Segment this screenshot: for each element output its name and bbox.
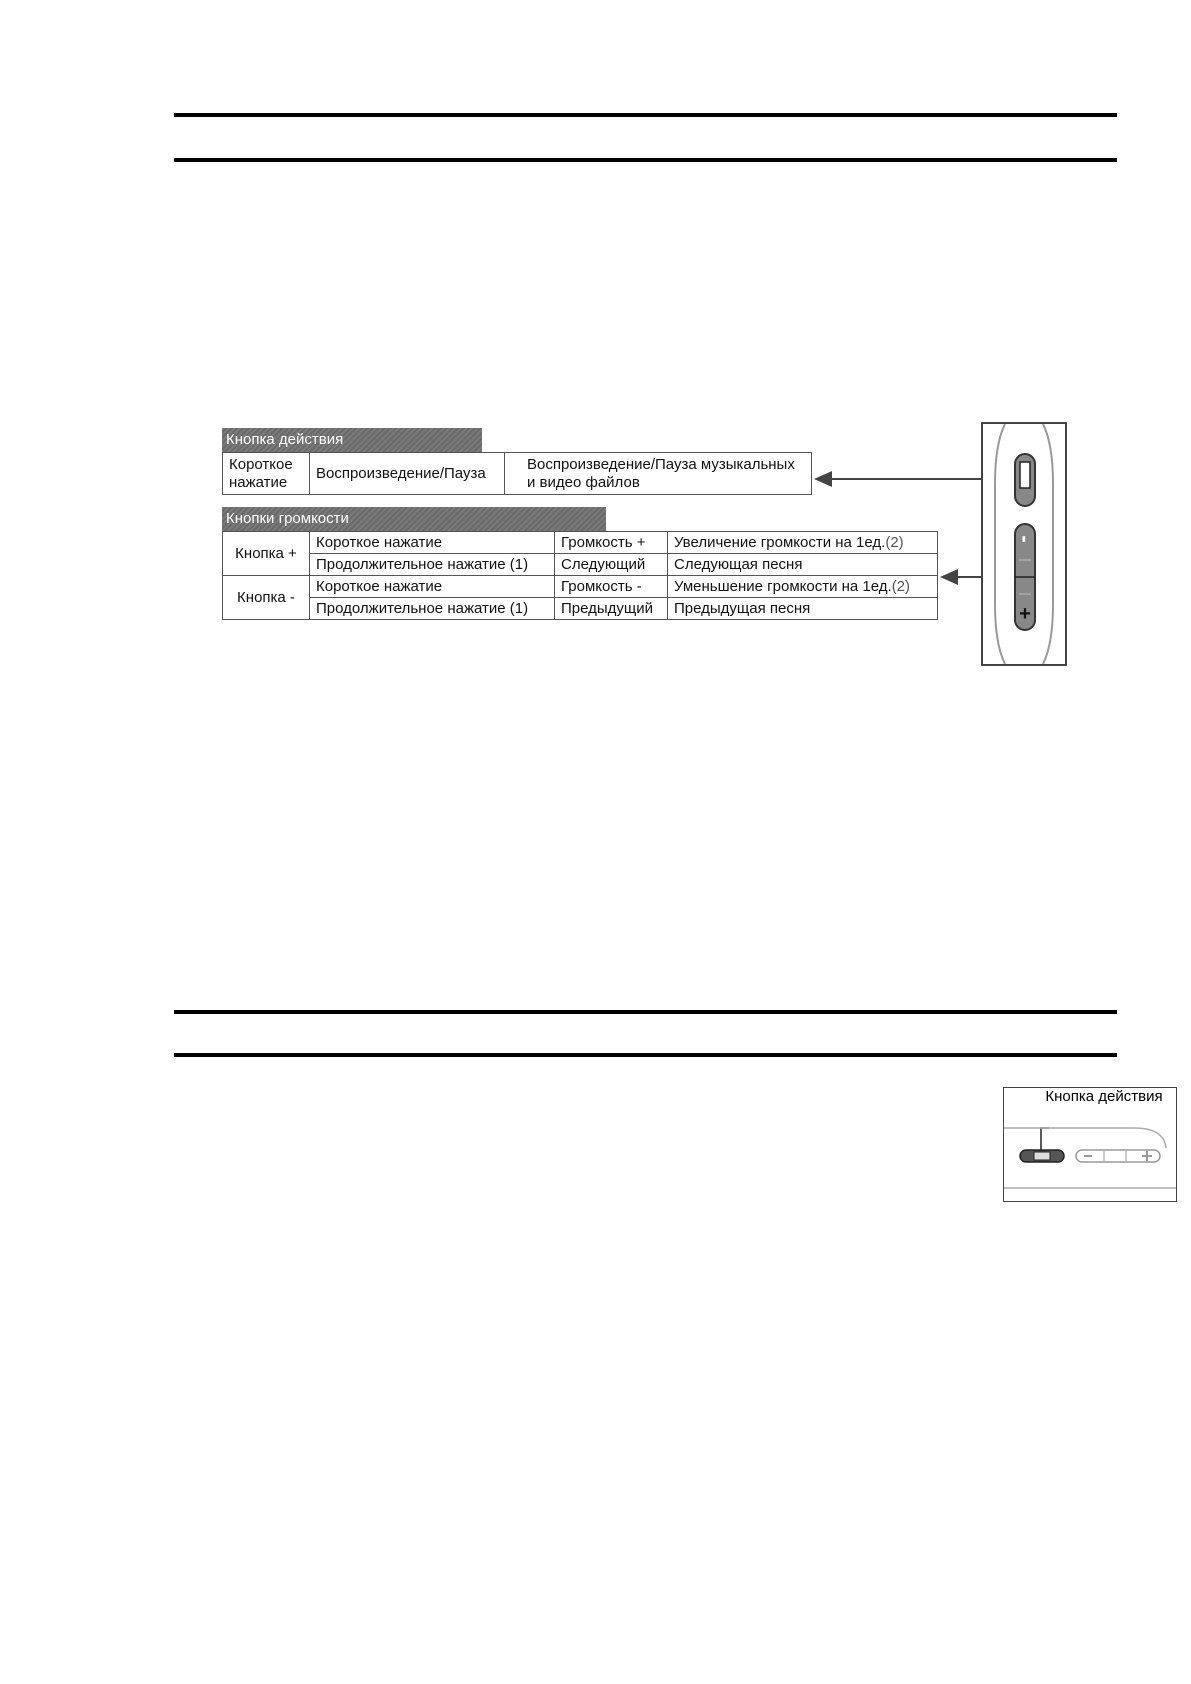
plus-icon: + [1019, 603, 1031, 625]
press-type-cell: Продолжительное нажатие (1) [310, 554, 555, 576]
press-type-cell: Короткое нажатие [310, 532, 555, 554]
bottom-rule-lower [174, 1053, 1117, 1057]
function-cell: Громкость - [555, 576, 668, 598]
function-cell: Воспроизведение/Пауза [310, 453, 505, 495]
button-name-cell: Кнопка + [223, 532, 310, 576]
bottom-rule-upper [174, 1010, 1117, 1014]
device-side-view [981, 422, 1067, 666]
press-type-cell: Короткое нажатие [310, 576, 555, 598]
function-cell: Следующий [555, 554, 668, 576]
description-label: Предыдущая песня [674, 599, 811, 617]
function-cell: Громкость + [555, 532, 668, 554]
function-cell: Предыдущий [555, 598, 668, 620]
device-top-drawing [1004, 1088, 1176, 1201]
minus-icon: - [1013, 535, 1038, 543]
device-top-view [1003, 1087, 1177, 1202]
action-button-header: Кнопка действия [222, 428, 482, 452]
press-type-label: Короткое нажатие [229, 455, 293, 491]
callout-text: Кнопка действия [1045, 1088, 1163, 1105]
press-type-cell: Продолжительное нажатие (1) [310, 598, 555, 620]
description-label: Увеличение громкости на 1ед. [674, 533, 886, 551]
description-label: Воспроизведение/Пауза музыкальных и видео файлов [527, 455, 795, 491]
footnote-marker: (2) [885, 533, 904, 551]
footnote-marker: (2) [891, 577, 911, 595]
volume-buttons-header: Кнопки громкости [222, 507, 606, 531]
description-label: Уменьшение громкости на 1ед. [674, 577, 892, 595]
button-name-cell: Кнопка - [223, 576, 310, 620]
description-label: Следующая песня [674, 555, 803, 573]
